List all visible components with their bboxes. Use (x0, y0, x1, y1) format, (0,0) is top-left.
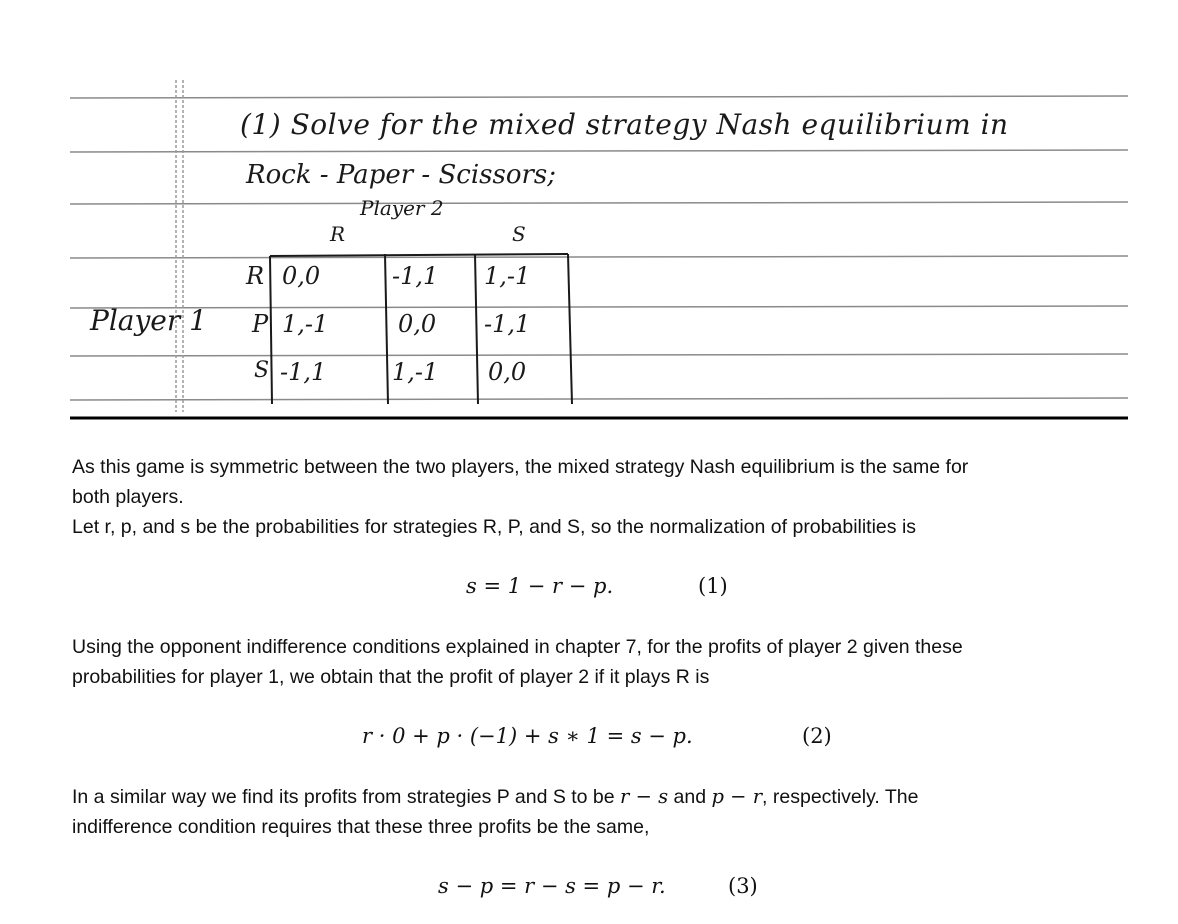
payoff-cell-r-s: 1,-1 (484, 262, 531, 290)
payoff-cell-p-s: -1,1 (484, 310, 531, 338)
equation-2-number: (2) (802, 724, 832, 748)
paragraph-profits (72, 782, 1142, 842)
payoff-cell-r-p: -1,1 (392, 262, 439, 290)
handwritten-question-subtitle: Rock - Paper - Scissors; (246, 160, 557, 190)
paragraph-indifference-line1: Using the opponent indifference conditions explained in chapter 7, for the profits of player 2 given these (72, 636, 963, 658)
profits-text-c: , respectively. The (762, 786, 919, 808)
paragraph-symmetry-line2: both players. (72, 486, 184, 508)
payoff-cell-s-r: -1,1 (280, 358, 327, 386)
paragraph-profits-line2: indifference condition requires that these three profits be the same, (72, 816, 650, 838)
player1-label: Player 1 (90, 304, 207, 337)
equation-3-number: (3) (728, 874, 758, 898)
equation-1-number: (1) (698, 574, 728, 598)
paragraph-indifference (72, 632, 1142, 692)
paragraph-symmetry (72, 452, 1142, 512)
paragraph-symmetry-line1: As this game is symmetric between the two players, the mixed strategy Nash equilibrium is the same for (72, 456, 969, 478)
payoff-cell-s-s: 0,0 (488, 358, 527, 386)
profits-math-p-minus-r: p − r (711, 785, 763, 808)
payoff-cell-p-p: 0,0 (398, 310, 437, 338)
profits-text-b: and (668, 786, 712, 808)
equation-3: s − p = r − s = p − r. (438, 874, 666, 898)
handwritten-question-title: (1) Solve for the mixed strategy Nash equilibrium in (240, 108, 1009, 141)
profits-math-r-minus-s: r − s (620, 785, 669, 808)
player2-label: Player 2 (360, 196, 444, 220)
payoff-cell-p-r: 1,-1 (282, 310, 329, 338)
column-header-r: R (330, 222, 346, 246)
equation-2: r · 0 + p · (−1) + s ∗ 1 = s − p. (362, 724, 693, 748)
row-header-s: S (254, 358, 270, 383)
row-header-r: R (246, 262, 265, 290)
equation-1: s = 1 − r − p. (466, 574, 614, 598)
profits-text-a: In a similar way we find its profits from strategies P and S to be (72, 786, 621, 808)
payoff-cell-s-p: 1,-1 (392, 358, 439, 386)
paragraph-profits-line1 (72, 782, 1142, 812)
payoff-cell-r-r: 0,0 (282, 262, 321, 290)
paragraph-normalization: Let r, p, and s be the probabilities for strategies R, P, and S, so the normalization of probabilities is (72, 516, 917, 538)
column-header-s: S (512, 222, 526, 246)
handwritten-notes-scan (0, 0, 1178, 430)
row-header-p: P (252, 310, 269, 338)
paragraph-indifference-line2: probabilities for player 1, we obtain that the profit of player 2 if it plays R is (72, 666, 710, 688)
